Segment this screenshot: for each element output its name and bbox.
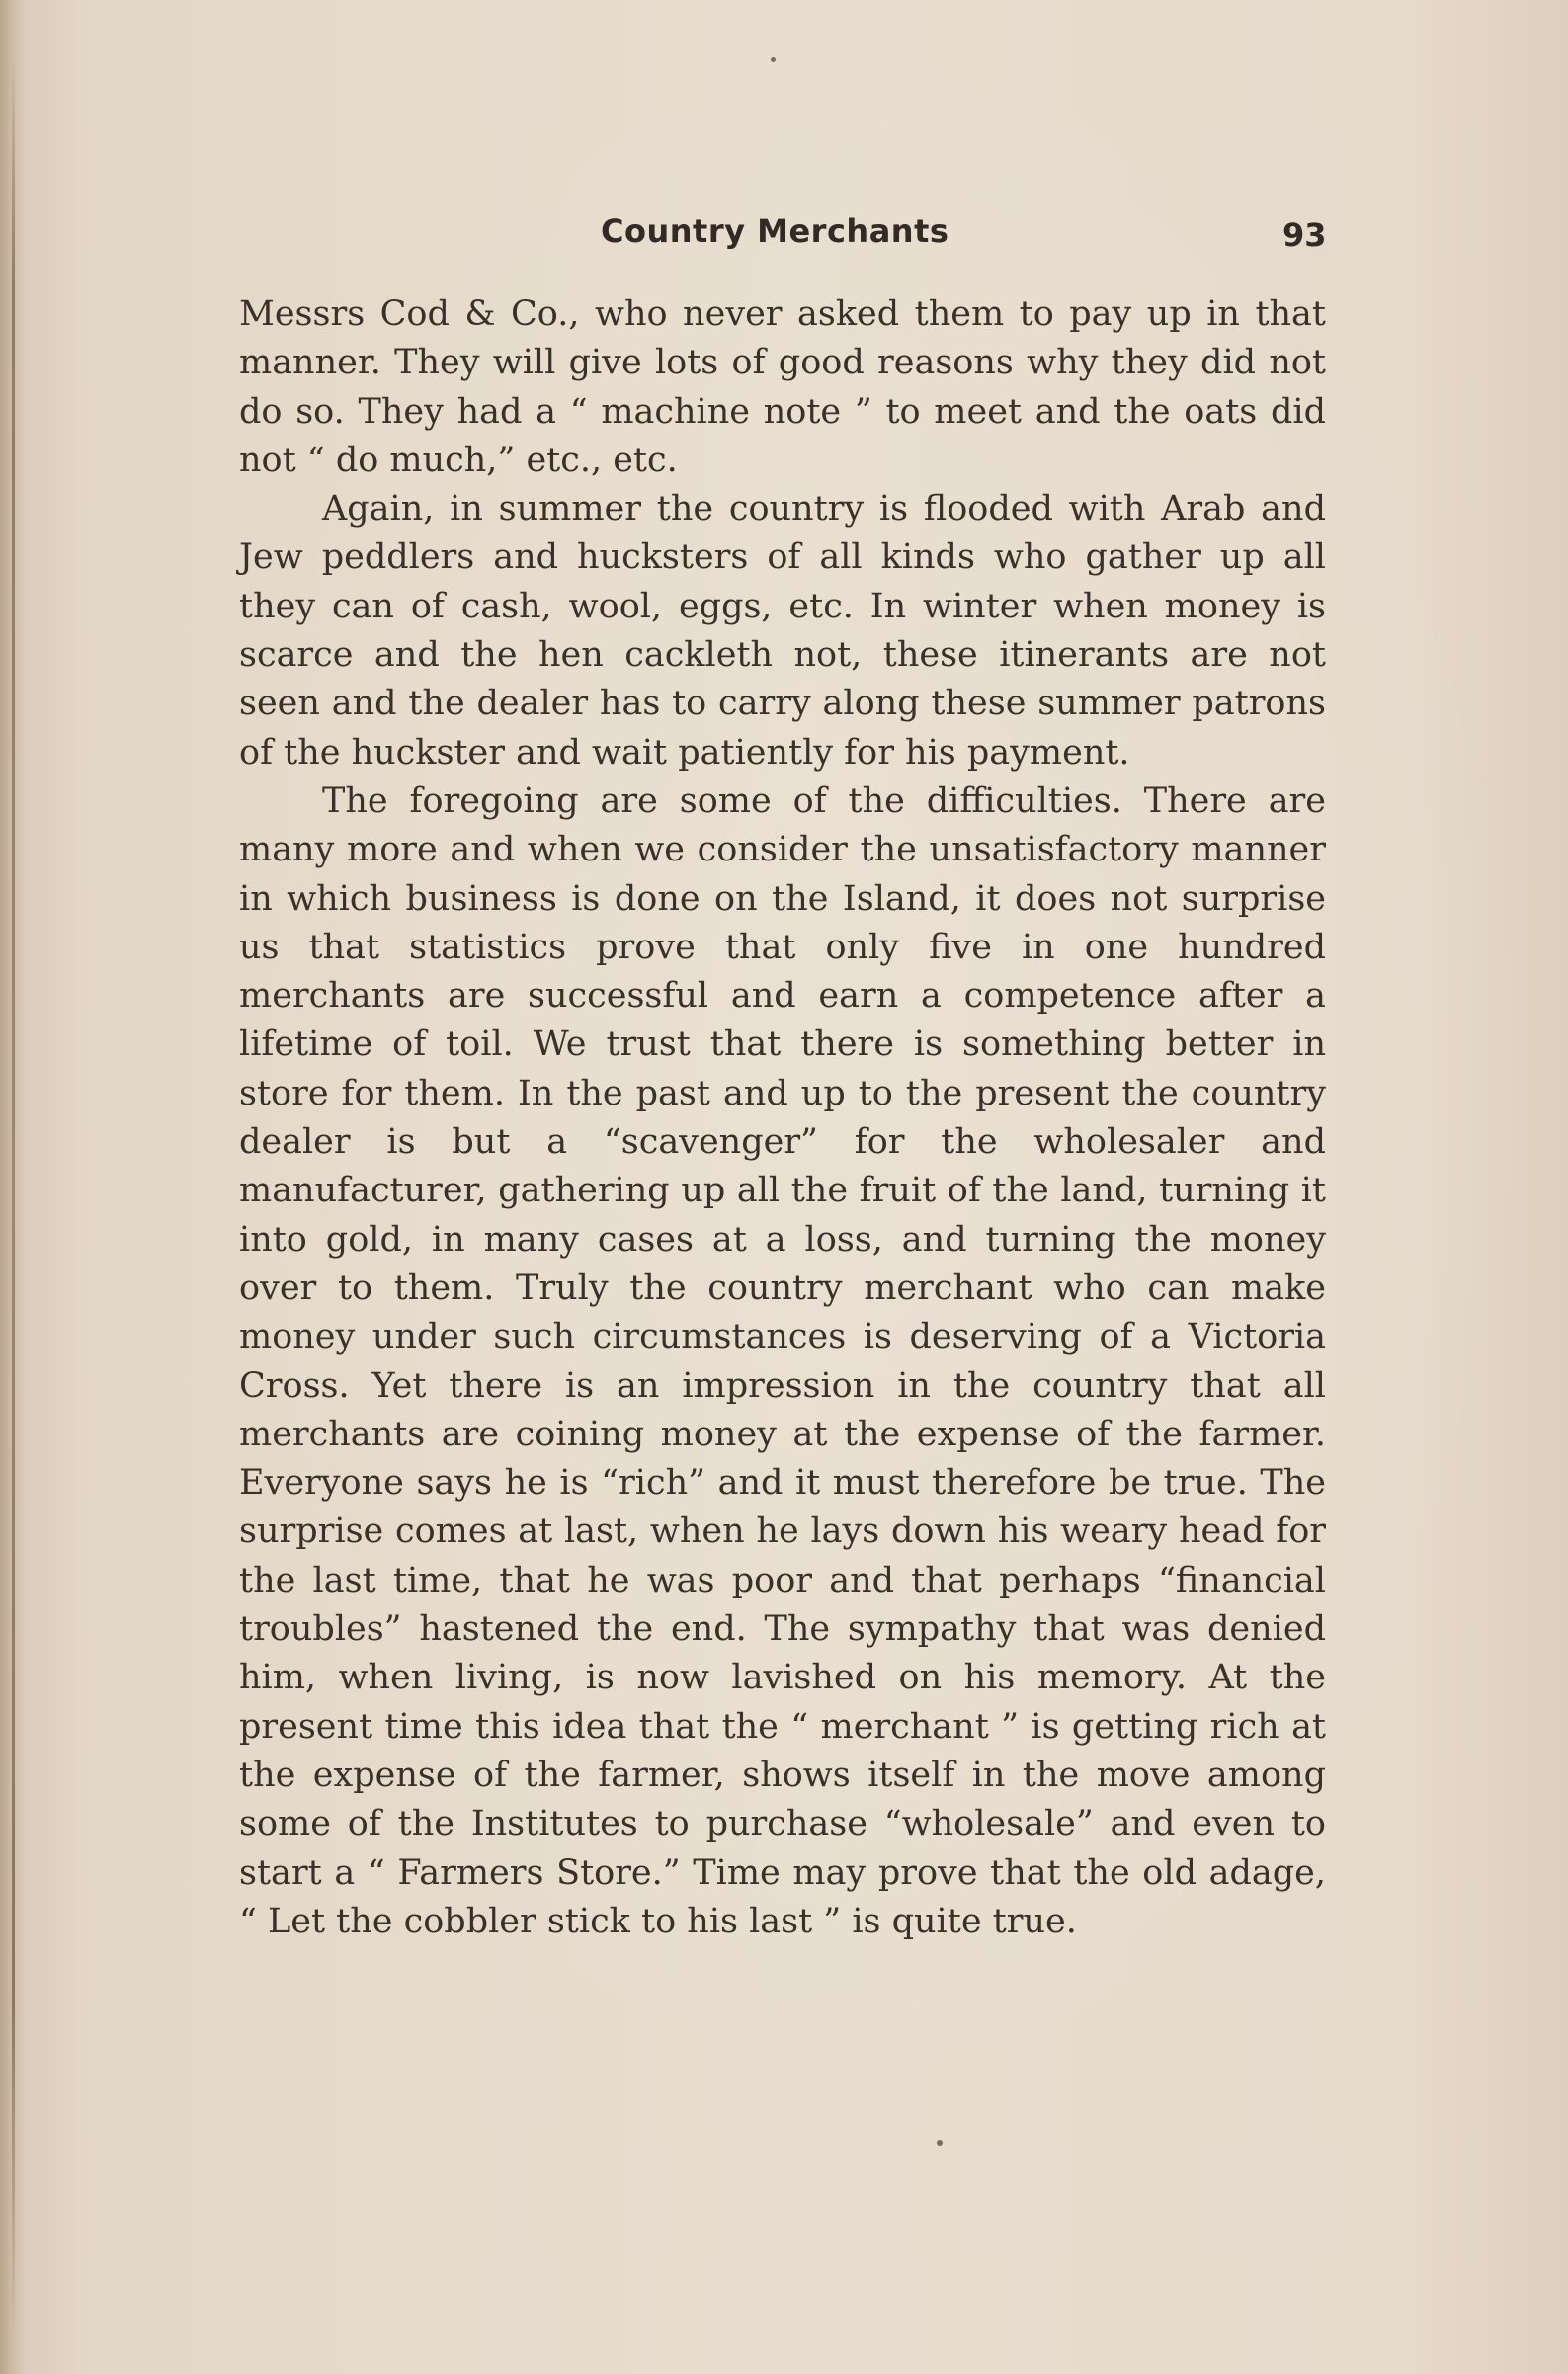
page-number: 93 — [1282, 216, 1327, 254]
ink-speck — [937, 2140, 943, 2146]
page-header — [0, 203, 1568, 262]
running-title: Country Merchants — [601, 212, 949, 250]
body-text — [239, 290, 1326, 1946]
ink-speck — [771, 57, 776, 62]
paragraph: Again, in summer the country is flooded with Arab and Jew peddlers and hucksters of all kinds who gather up all they can of cash, wool, eggs, etc. In winter when money is scarce and the hen cackleth not, these itinerants are not seen and the dealer has to carry along these summer patrons of the huckster and wait patiently for his payment. — [239, 489, 1326, 773]
paragraph: The foregoing are some of the difficulties. There are many more and when we consider the unsatisfactory manner in which business is done on the Island, it does not surprise us that statistics prove that only five in one hundred merchants are successful and earn a competence after a lifetime of toil. We trust that there is something better in store for them. In the past and up to the present the country dealer is but a “scavenger” for the wholesaler and manufacturer, gathering up all the fruit of the land, turning it into gold, in many cases at a loss, and turning the money over to them. Truly the country merchant who can make money under such circumstances is deserving of a Victoria Cross. Yet there is an impression in the country that all merchants are coining money at the expense of the farmer. Everyone says he is “rich” and it must therefore be true. The surprise comes at last, when he lays down his weary head for the last time, that he was poor and that perhaps “financial troubles” hastened the end. The sympathy that was denied him, when living, is now lavished on his memory. At the present time this idea that the “ merchant ” is getting rich at the expense of the farmer, shows itself in the move among some of the Institutes to purchase “wholesale” and even to start a “ Farmers Store.” Time may prove that the old adage, “ Let the cobbler stick to his last ” is quite true. — [239, 780, 1326, 1941]
paragraph: Messrs Cod & Co., who never asked them to pay up in that manner. They will give lots of good reasons why they did not do so. They had a “ machine note ” to meet and the oats did not “ do much,” etc., etc. — [239, 294, 1326, 480]
binding-shadow-line — [12, 59, 15, 2332]
